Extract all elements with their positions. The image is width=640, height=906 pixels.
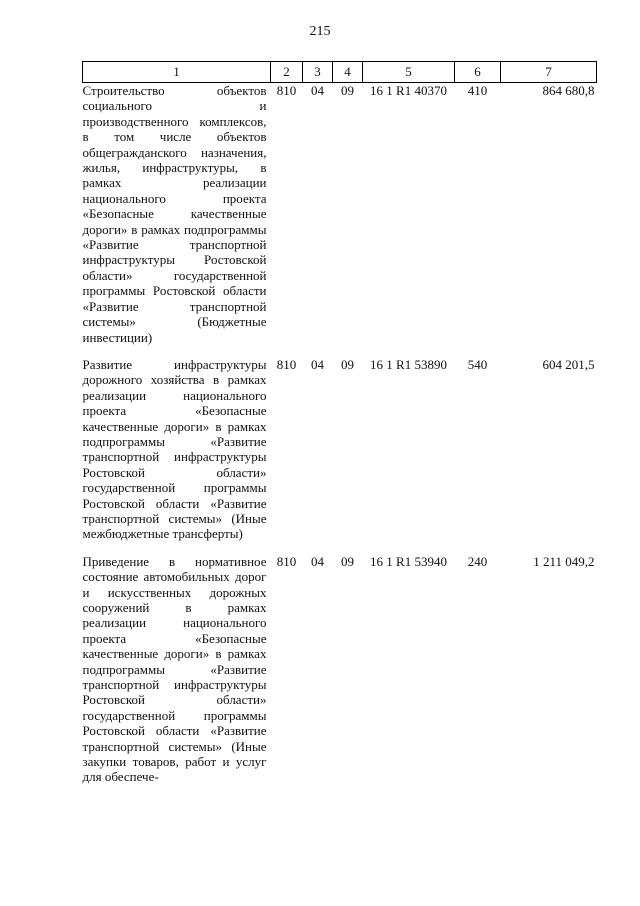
row-amount: 1 211 049,2: [533, 553, 595, 569]
row-section-code: 04: [311, 83, 324, 98]
row-ministry-code: 810: [276, 356, 297, 372]
row-subsection-code: 09: [341, 83, 354, 98]
row-section-code: 04: [311, 553, 324, 569]
row-expense-type: 540: [467, 356, 488, 372]
row-ministry-code: 810: [276, 553, 297, 569]
row-description: Приведение в нормативное состояние автомобильных дорог и искусственных дорожных сооружений в рамках реализации национального проекта «Безопасные качественные дороги» в рамках подпрограммы «Развитие транспортной инфраструктуры Ростовской области» государственной программы Ростовской области «Развитие транспортной системы» (Иные закупки товаров, работ и услуг для обеспече-: [82, 553, 267, 785]
header-col-2: 2: [271, 62, 303, 83]
table-row: [83, 554, 597, 797]
row-subsection-code: 09: [341, 553, 354, 569]
row-description: Строительство объектов социального и производственного комплексов, в том числе объектов общегражданского назначения, жилья, инфраструктуры, в рамках реализации национального проекта «Безопасные качественные дороги» в рамках подпрограммы «Развитие транспортной инфраструктуры Ростовской области» государственной программы Ростовской области «Развитие транспортной системы» (Бюджетные инвестиции): [82, 83, 267, 345]
row-ministry-code: 810: [276, 83, 297, 98]
row-target-article: 16 1 R1 53940: [370, 553, 447, 569]
row-subsection-code: 09: [341, 356, 354, 372]
header-col-3: 3: [303, 62, 333, 83]
row-expense-type: 240: [467, 553, 488, 569]
header-col-5: 5: [363, 62, 455, 83]
row-amount: 604 201,5: [542, 356, 595, 372]
budget-table: [82, 61, 597, 797]
row-target-article: 16 1 R1 53890: [370, 356, 447, 372]
table-row: [83, 83, 597, 357]
header-col-6: 6: [455, 62, 501, 83]
header-col-4: 4: [333, 62, 363, 83]
row-amount: 864 680,8: [542, 83, 595, 98]
header-col-7: 7: [501, 62, 597, 83]
header-col-1: 1: [83, 62, 271, 83]
row-expense-type: 410: [467, 83, 488, 98]
page-number: 215: [309, 24, 331, 39]
row-description: Развитие инфраструктуры дорожного хозяйства в рамках реализации национального проекта «Безопасные качественные дороги» в рамках подпрограммы «Развитие транспортной инфраструктуры Ростовской области» государственной программы Ростовской области «Развитие транспортной системы» (Иные межбюджетные трансферты): [82, 356, 267, 542]
row-target-article: 16 1 R1 40370: [370, 83, 447, 98]
row-section-code: 04: [311, 356, 324, 372]
table-header-row: [83, 62, 597, 83]
table-row: [83, 357, 597, 554]
